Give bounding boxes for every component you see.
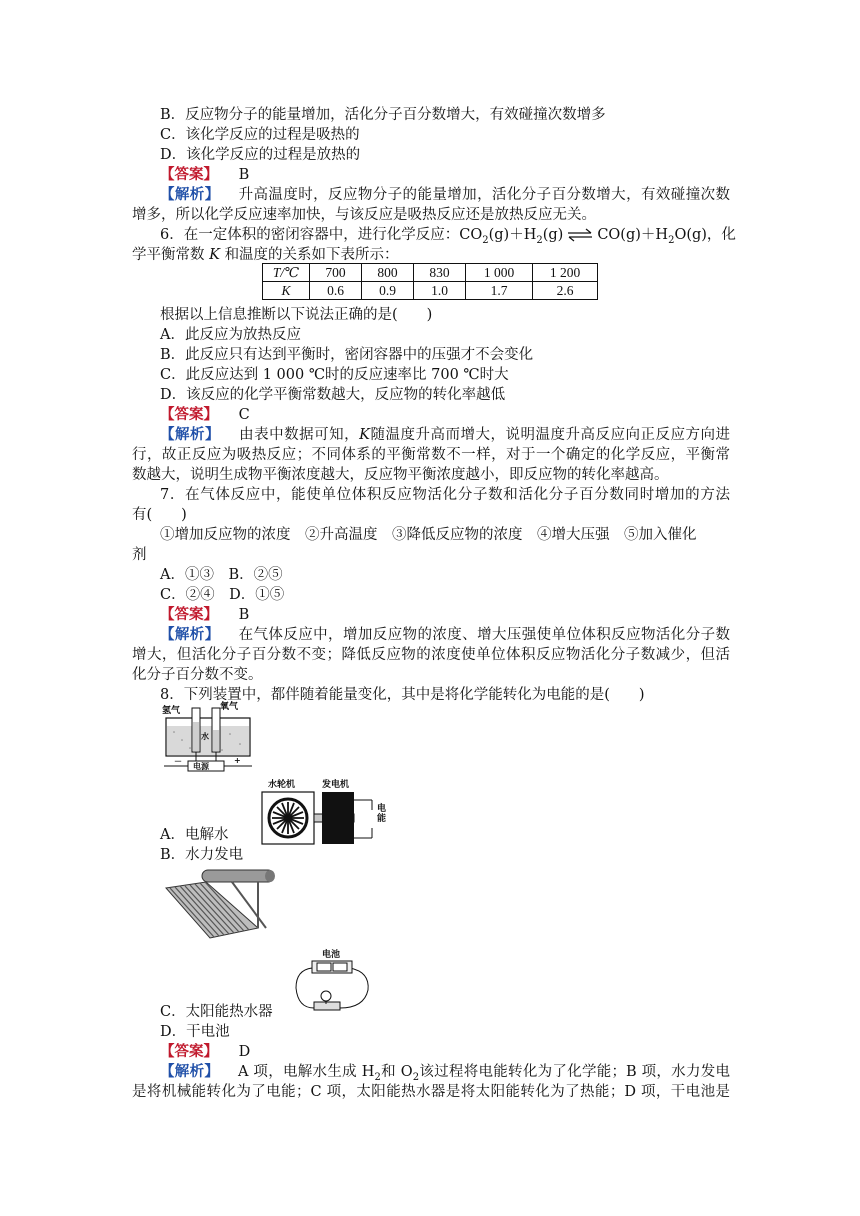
q6-option-b: B．此反应只有达到平衡时，密闭容器中的压强才不会变化 xyxy=(160,347,534,363)
subscript: 2 xyxy=(668,234,675,246)
q8-explanation-line2: 是将机械能转化为了电能；C 项，太阳能热水器是将太阳能转化为了热能；D 项，干电池是 xyxy=(132,1084,730,1100)
q7-options-line1: A．①③ B．②⑤ xyxy=(160,567,283,583)
table-cell: 1 000 xyxy=(466,264,533,282)
q8-option-c: C．太阳能热水器 xyxy=(160,1004,273,1020)
q5-option-b: B．反应物分子的能量增加，活化分子百分数增大，有效碰撞次数增多 xyxy=(160,107,606,123)
q6-option-d: D．该反应的化学平衡常数越大，反应物的转化率越低 xyxy=(160,387,506,403)
table-cell: 1 200 xyxy=(533,264,598,282)
answer-tag: 【答案】 xyxy=(160,1043,218,1060)
battery-label: 电池 xyxy=(322,950,341,960)
q7-explanation-line2: 增大，但活化分子百分数不变；降低反应物的浓度使单位体积反应物活化分子数减少，但活 xyxy=(132,647,730,663)
q6-stem-part: 和温度的关系如下表所示： xyxy=(224,247,399,263)
explanation-text: 在气体反应中，增加反应物的浓度、增大压强使单位体积反应物活化分子数 xyxy=(238,627,731,643)
q8-answer xyxy=(160,1042,250,1062)
q6-stem-part: 学平衡常数 xyxy=(132,247,205,263)
q5-explanation-line1 xyxy=(160,185,730,205)
subscript: 2 xyxy=(374,1071,381,1083)
solar-water-heater-figure xyxy=(162,866,278,942)
q8-option-b: B．水力发电 xyxy=(160,847,244,863)
explanation-text xyxy=(238,1064,731,1083)
answer-tag: 【答案】 xyxy=(160,406,218,423)
table-row xyxy=(263,264,598,282)
q5-option-d: D．该化学反应的过程是放热的 xyxy=(160,147,361,163)
solar-heater-icon xyxy=(162,866,278,942)
q6-option-a: A．此反应为放热反应 xyxy=(160,327,301,343)
q7-options-line2: C．②④ D．①⑤ xyxy=(160,587,285,603)
table-cell: 0.9 xyxy=(362,282,414,300)
answer-value: D xyxy=(238,1044,251,1060)
electric-energy-label: 电能 xyxy=(377,804,387,824)
table-cell: 2.6 xyxy=(533,282,598,300)
explanation-text xyxy=(239,427,730,443)
q6-stem-line3: 根据以上信息推断以下说法正确的是( ) xyxy=(160,307,433,323)
electrolysis-figure xyxy=(160,700,256,774)
table-cell: 800 xyxy=(362,264,414,282)
q7-items-line2: 剂 xyxy=(132,547,147,563)
water-label: 水 xyxy=(201,732,209,741)
text-part: 和 O xyxy=(380,1064,413,1080)
answer-value: C xyxy=(238,407,250,423)
q6-stem-line1 xyxy=(160,225,736,245)
subscript: 2 xyxy=(536,234,543,246)
equilibrium-arrow-icon xyxy=(567,228,593,242)
explanation-tag: 【解析】 xyxy=(160,626,220,643)
q6-stem-part: O(g)，化 xyxy=(674,227,736,243)
q7-answer xyxy=(160,605,249,625)
constant-k: K xyxy=(359,427,370,443)
q8-option-a: A．电解水 xyxy=(160,827,229,843)
explanation-tag: 【解析】 xyxy=(160,1063,220,1080)
table-cell: 1.0 xyxy=(414,282,466,300)
q6-stem-part: CO(g)＋H xyxy=(597,227,669,243)
power-source-label: 电源 xyxy=(193,762,209,771)
q6-answer xyxy=(160,405,250,425)
q7-stem-line1: 7．在气体反应中，能使单位体积反应物活化分子数和活化分子百分数同时增加的方法 xyxy=(160,487,730,503)
hydropower-figure xyxy=(260,774,398,846)
q6-stem-part: 6．在一定体积的密闭容器中，进行化学反应：CO xyxy=(160,227,483,243)
q6-option-c: C．此反应达到 1 000 ℃时的反应速率比 700 ℃时大 xyxy=(160,367,509,383)
battery-circuit-figure xyxy=(292,944,374,1012)
subscript: 2 xyxy=(482,234,489,246)
q6-stem-part: (g) xyxy=(542,227,564,243)
turbine-label: 水轮机 xyxy=(268,780,296,790)
text-part: 该过程将电能转化为了化学能；B 项，水力发电 xyxy=(419,1064,731,1080)
q8-stem: 8．下列装置中，都伴随着能量变化，其中是将化学能转化为电能的是( ) xyxy=(160,687,645,703)
q5-explanation-line2: 增多，所以化学反应速率加快，与该反应是吸热反应还是放热反应无关。 xyxy=(132,207,596,223)
explanation-text: 升高温度时，反应物分子的能量增加，活化分子百分数增大，有效碰撞次数 xyxy=(238,187,731,203)
q6-explanation-line2: 行，故正反应为吸热反应；不同体系的平衡常数不一样，对于一个确定的化学反应，平衡常 xyxy=(132,447,730,463)
q6-explanation-line1 xyxy=(160,425,730,445)
q8-option-d: D．干电池 xyxy=(160,1024,230,1040)
generator-label: 发电机 xyxy=(322,780,350,790)
table-cell: 700 xyxy=(310,264,362,282)
table-cell: 1.7 xyxy=(466,282,533,300)
table-cell: 830 xyxy=(414,264,466,282)
table-header-cell xyxy=(263,264,310,282)
table-cell: 0.6 xyxy=(310,282,362,300)
q6-stem-part: (g)＋H xyxy=(488,227,537,243)
subscript: 2 xyxy=(412,1071,420,1083)
q5-option-c: C．该化学反应的过程是吸热的 xyxy=(160,127,360,143)
text-part: 随温度升高而增大，说明温度升高反应向正反应方向进 xyxy=(370,427,731,443)
constant-k: K xyxy=(209,247,220,263)
answer-tag: 【答案】 xyxy=(160,166,218,183)
q7-items-line1: ①增加反应物的浓度 ②升高温度 ③降低反应物的浓度 ④增大压强 ⑤加入催化 xyxy=(160,527,697,543)
answer-tag: 【答案】 xyxy=(160,606,218,623)
plus-sign: + xyxy=(234,756,241,765)
q5-answer xyxy=(160,165,249,185)
table-row xyxy=(263,282,598,300)
q7-explanation-line1 xyxy=(160,625,730,645)
text-part: 由表中数据可知， xyxy=(239,427,360,443)
minus-sign: － xyxy=(174,757,182,766)
q7-stem-line2: 有( ) xyxy=(132,507,187,523)
table-header-cell xyxy=(263,282,310,300)
explanation-tag: 【解析】 xyxy=(160,426,221,443)
q8-explanation-line1 xyxy=(160,1062,730,1082)
q6-explanation-line3: 数越大，说明生成物平衡浓度越大，反应物平衡浓度越小，即反应物的转化率越高。 xyxy=(132,467,669,483)
q7-explanation-line3: 化分子百分数不变。 xyxy=(132,667,263,683)
oxygen-label: 氧气 xyxy=(220,702,239,712)
header-text: K xyxy=(281,282,291,298)
header-text: T/℃ xyxy=(272,264,300,280)
equilibrium-constant-table xyxy=(262,263,598,300)
explanation-tag: 【解析】 xyxy=(160,186,220,203)
text-part: A 项，电解水生成 H xyxy=(238,1064,375,1080)
hydrogen-label: 氢气 xyxy=(162,706,181,716)
q6-stem-line2 xyxy=(132,245,399,265)
answer-value: B xyxy=(238,167,250,183)
answer-value: B xyxy=(238,607,250,623)
